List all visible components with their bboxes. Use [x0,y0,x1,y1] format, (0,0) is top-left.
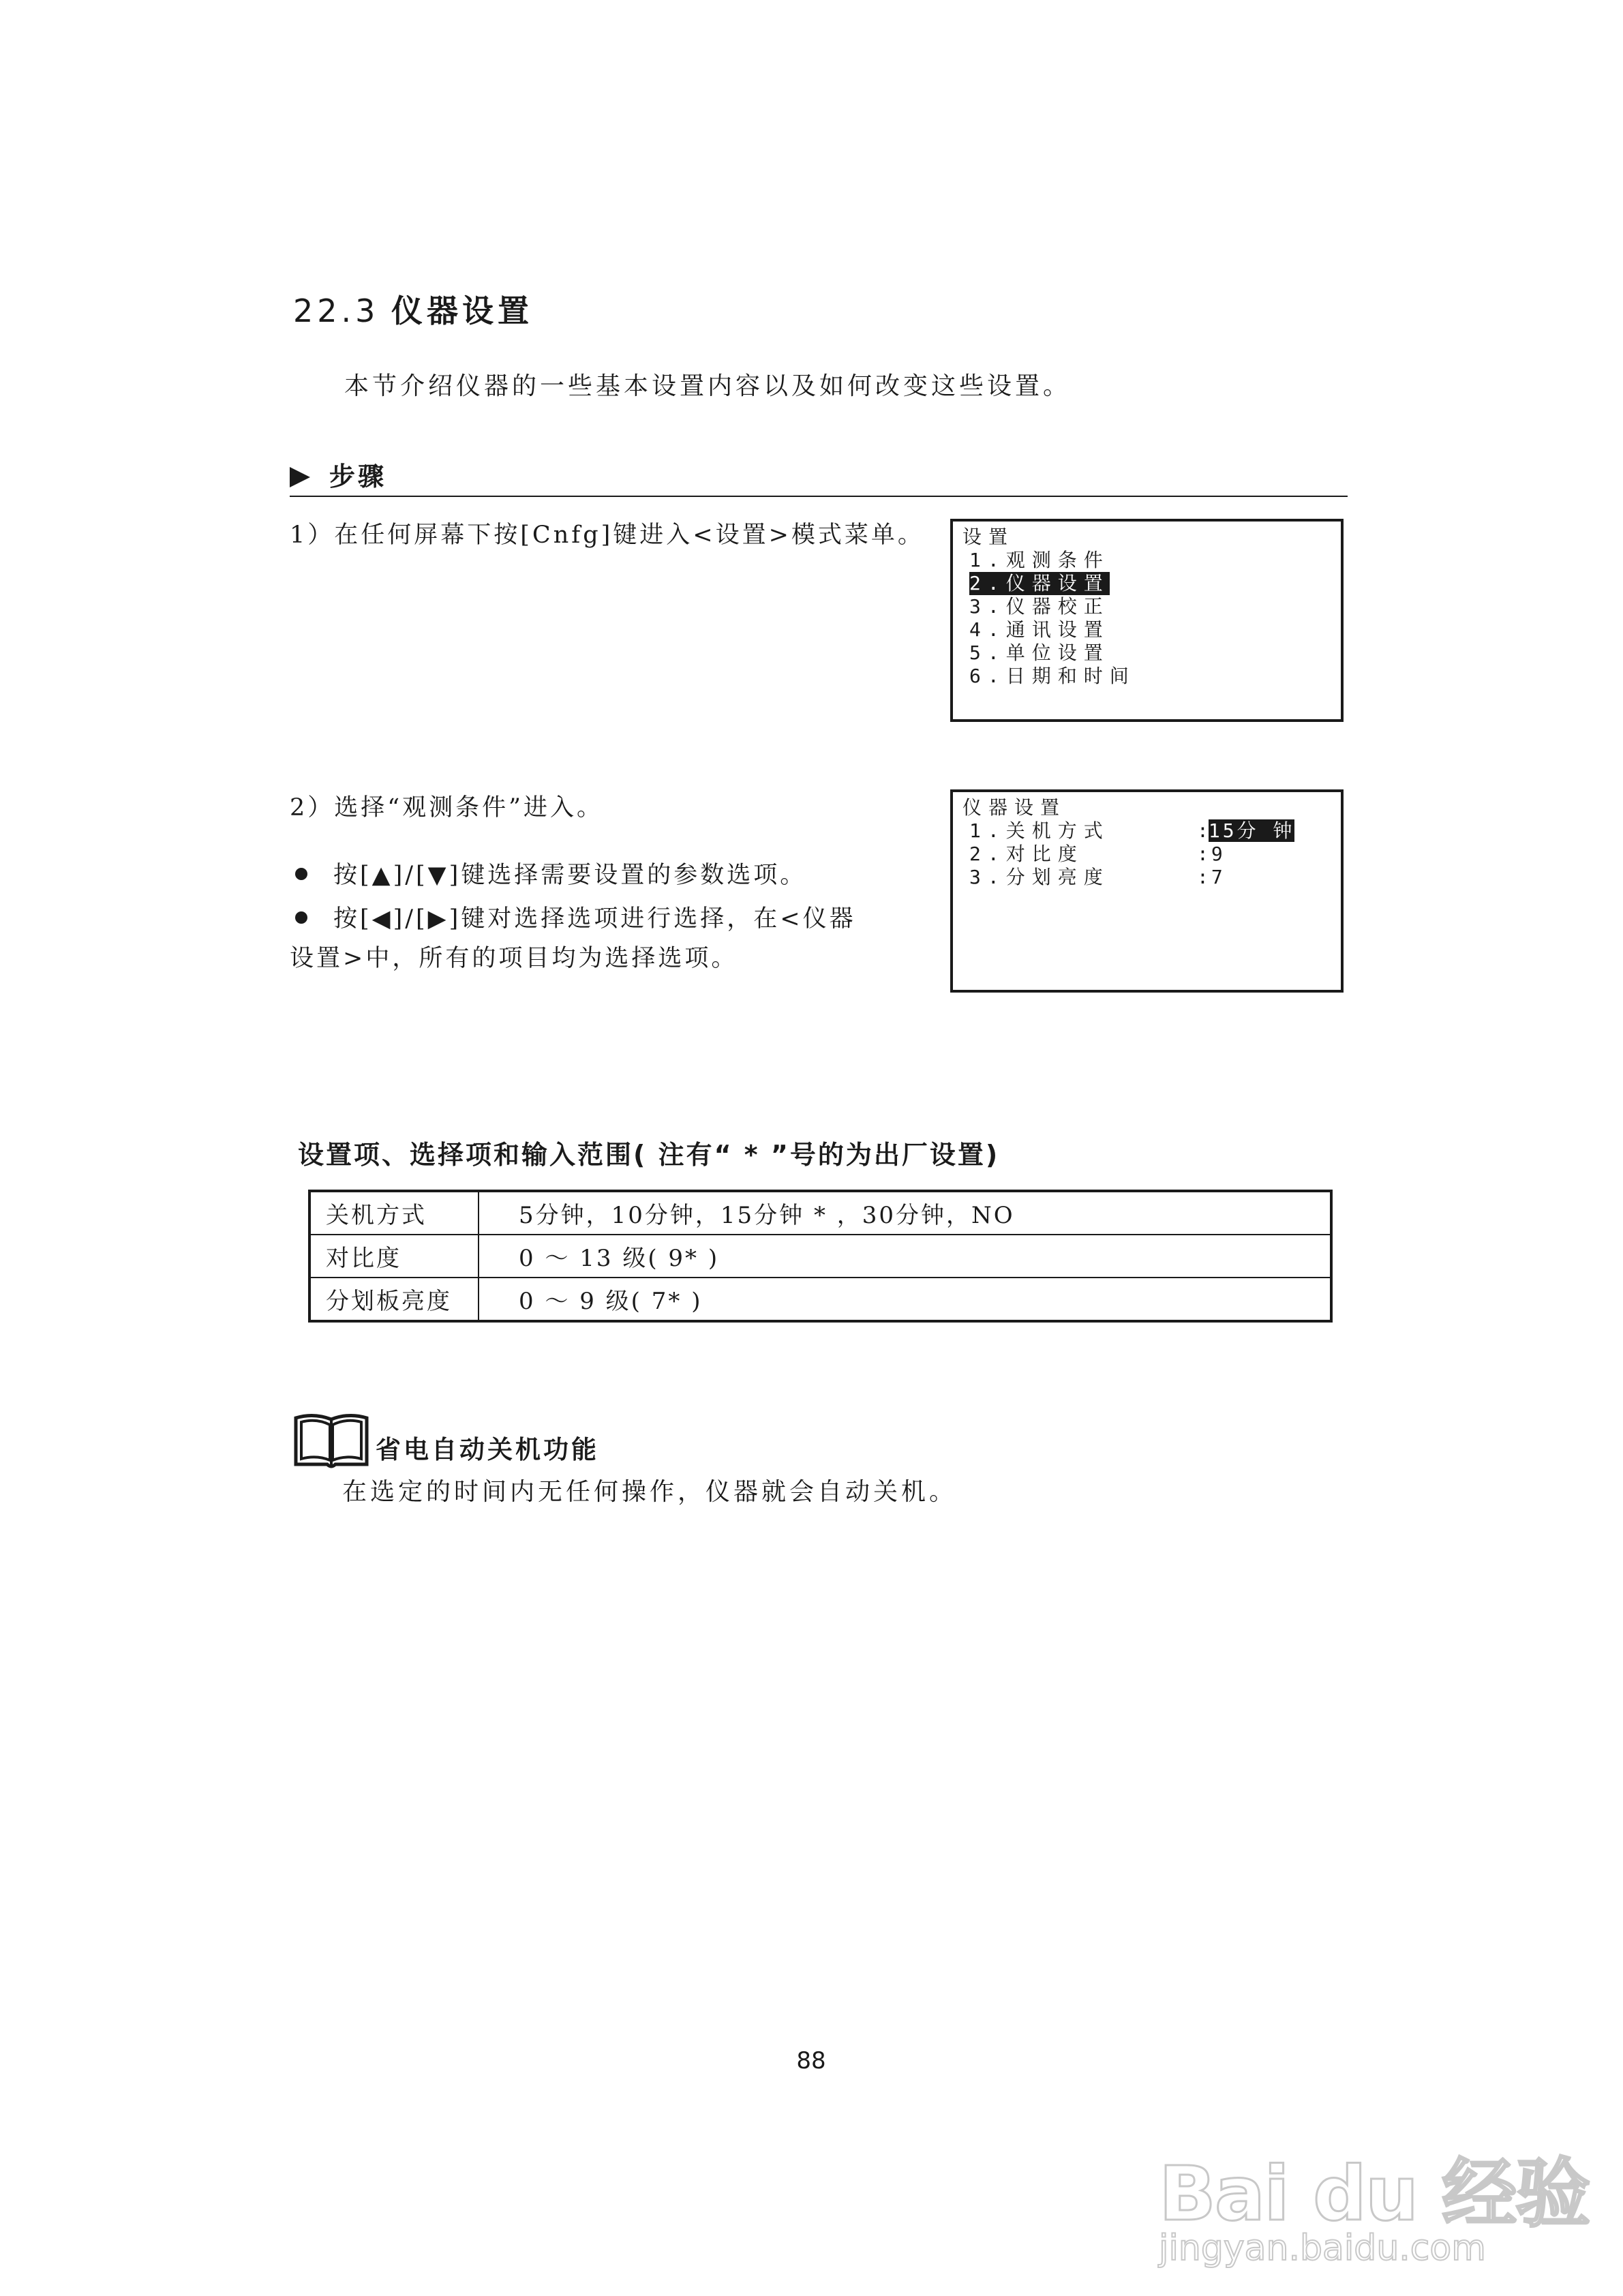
table-cell-item: 对比度 [309,1235,479,1278]
section-intro: 本节介绍仪器的一些基本设置内容以及如何改变这些设置。 [344,372,1072,400]
screen-settings-menu [950,519,1344,722]
setting-row-3-label: 3.分划亮度 [969,866,1110,888]
section-number: 22.3 [293,292,380,329]
triangle-right-icon [290,467,310,487]
setting-row-2-label: 2.对比度 [969,843,1084,865]
setting-row-3-value: :7 [1197,866,1226,888]
watermark-main-text: Bai du 经验 [1159,2150,1590,2237]
note-heading: 省电自动关机功能 [376,1435,599,1464]
section-title [293,286,533,331]
bullet-2-text: 按[◀]/[▶]键对选择选项进行选择，在<仪器 [333,905,856,933]
step-2-text: 2）选择“观测条件”进入。 [290,794,604,821]
menu-item-1: 1.观测条件 [969,549,1110,571]
table-title: 设置项、选择项和输入范围( 注有“ * ”号的为出厂设置) [298,1140,1000,1170]
bullet-item-2 [290,900,856,934]
menu-item-2-selected: 2.仪器设置 [969,572,1110,594]
menu-item-6: 6.日期和时间 [969,665,1136,687]
note-body: 在选定的时间内无任何操作，仪器就会自动关机。 [342,1478,958,1506]
screen-instrument-settings [950,789,1344,993]
book-icon [292,1411,371,1471]
step-1-text: 1）在任何屏幕下按[Cnfg]键进入<设置>模式菜单。 [290,522,924,549]
bullet-2-continuation: 设置>中，所有的项目均为选择选项。 [290,945,738,972]
setting-row-1-selected-value: 15分 钟 [1208,819,1295,842]
steps-heading-text: 步骤 [329,462,387,492]
table-row [309,1278,1331,1321]
setting-row-2-value: :9 [1197,843,1226,865]
screen-title: 设置 [962,526,1015,548]
bullet-dot-icon [295,868,307,880]
watermark-url: jingyan.baidu.com [1159,2228,1486,2269]
screen-title: 仪器设置 [962,796,1067,819]
steps-divider [290,496,1348,497]
settings-table [308,1190,1333,1323]
bullet-item-1 [290,856,806,890]
table-cell-range: 0 ～ 9 级( 7* ) [479,1278,1331,1321]
menu-item-3: 3.仪器校正 [969,595,1110,618]
table-cell-range: 0 ～ 13 级( 9* ) [479,1235,1331,1278]
table-cell-item: 分划板亮度 [309,1278,479,1321]
menu-item-5: 5.单位设置 [969,641,1110,664]
baidu-jingyan-watermark [1159,2134,1590,2284]
bullet-dot-icon [295,911,307,924]
setting-row-1-label: 1.关机方式 [969,819,1110,842]
table-cell-range: 5分钟，10分钟，15分钟 * ，30分钟，NO [479,1191,1331,1235]
bullet-1-text: 按[▲]/[▼]键选择需要设置的参数选项。 [333,862,807,889]
table-row [309,1191,1331,1235]
section-title-text: 仪器设置 [391,292,534,329]
page-number: 88 [796,2047,826,2074]
setting-row-1-value: :15分 钟 [1197,819,1295,842]
menu-item-4: 4.通讯设置 [969,618,1110,641]
steps-heading [290,455,386,493]
table-row [309,1235,1331,1278]
table-cell-item: 关机方式 [309,1191,479,1235]
